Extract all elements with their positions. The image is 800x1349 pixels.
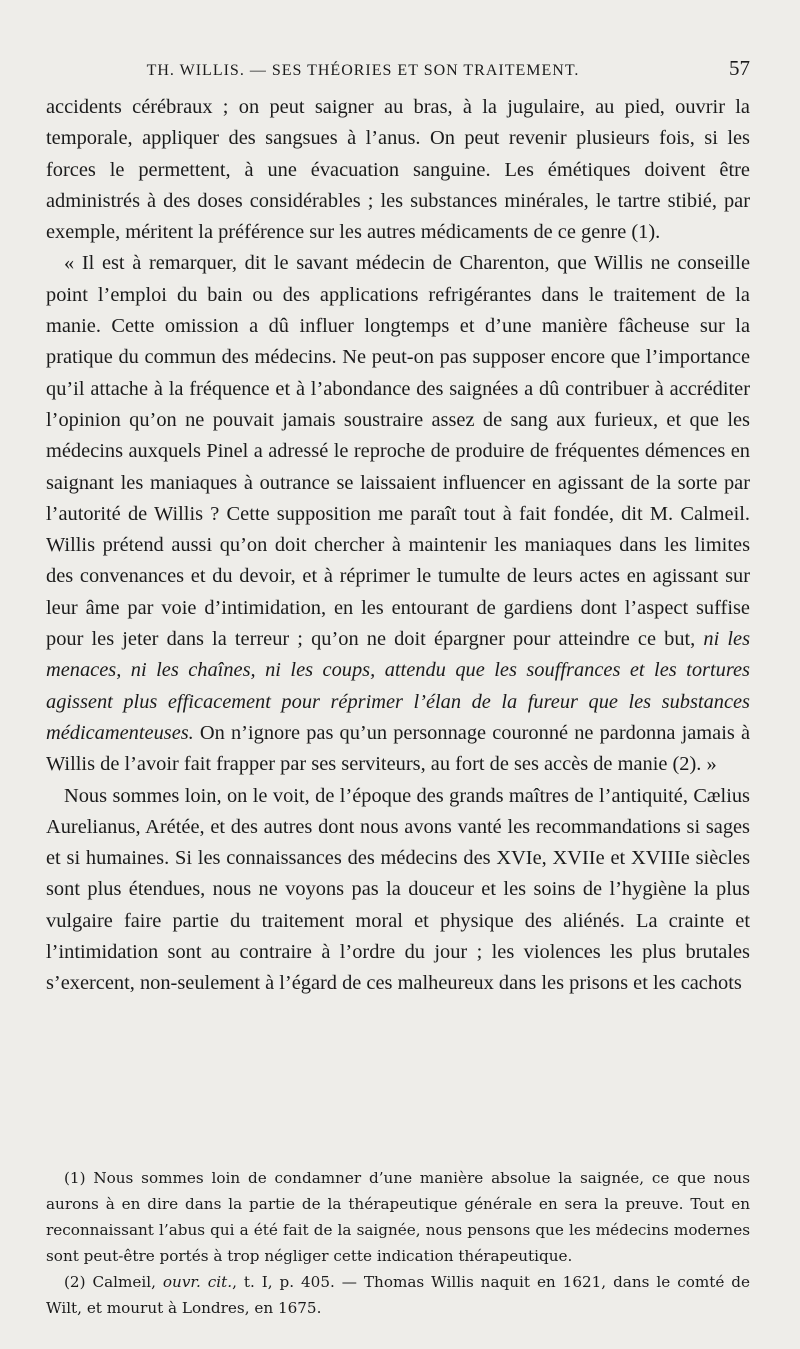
paragraph-2-italic-quote: ni les menaces, ni les chaînes, ni les coups, attendu que les souffrances et les tortures agissent plus efficacement pour réprimer l’élan de la fureur que les substances médicamenteuses. <box>46 628 751 744</box>
paragraph-3: Nous sommes loin, on le voit, de l’époque des grands maîtres de l’antiquité, Cælius Aurelianus, Arétée, et des autres dont nous avons vanté les recommandations si sages et si humaines. Si les connaissances des médecins des XVIe, XVIIe et XVIIIe siècles sont plus étendues, nous ne voyons pas la douceur et les soins de l’hygiène la plus vulgaire faire partie du traitement moral et physique des aliénés. La crainte et l’intimidation sont au contraire à l’ordre du jour ; les violences les plus brutales s’exercent, non-seulement à l’égard de ces malheureux dans les prisons et les cachots <box>46 784 750 995</box>
paragraph-2 <box>46 248 750 780</box>
paragraph-1: accidents cérébraux ; on peut saigner au bras, à la jugulaire, au pied, ouvrir la temporale, appliquer des sangsues à l’anus. On peut revenir plusieurs fois, si les forces le permettent, à une évacuation sanguine. Les émétiques doivent être administrés à des doses considérables ; les substances minérales, le tartre stibié, par exemple, méritent la préférence sur les autres médicaments de ce genre (1). <box>46 96 750 244</box>
page-header <box>46 56 750 86</box>
footnote-2-start: (2) Calmeil, <box>64 1273 163 1291</box>
main-text <box>46 92 750 1000</box>
paragraph-2-start: « Il est à remarquer, dit le savant médecin de Charenton, que Willis ne conseille point l’emploi du bain ou des applications refrigérantes dans le traitement de la manie. Cette omission a dû influer longtemps et d’une manière fâcheuse sur la pratique du commun des médecins. Ne peut-on pas supposer encore que l’importance qu’il attache à la fréquence et à l’abondance des saignées a dû contribuer à accréditer l’opinion qu’on ne pouvait jamais soustraire assez de sang aux furieux, et que les médecins auxquels Pinel a adressé le reproche de produire de fréquentes démences en saignant les maniaques à outrance se laissaient influencer en agissant de la sorte par l’autorité de Willis ? Cette supposition me paraît tout à fait fondée, dit M. Calmeil. Willis prétend aussi qu’on doit chercher à maintenir les maniaques dans les limites des convenances et du devoir, et à réprimer le tumulte de leurs actes en agissant sur leur âme par voie d’intimidation, en les entourant de gardiens dont l’aspect suffise pour les jeter dans la terreur ; qu’on ne doit épargner pour atteindre ce but, <box>46 252 750 651</box>
footnote-2-italic: ouvr. cit. <box>162 1273 233 1291</box>
footnote-2-end: , t. I, p. 405. — Thomas Willis naquit en 1621, dans le comté de Wilt, et mourut à Londres, en 1675. <box>46 1273 750 1317</box>
footnote-2 <box>46 1269 750 1321</box>
footnote-1: (1) Nous sommes loin de condamner d’une manière absolue la saignée, ce que nous aurons à en dire dans la partie de la thérapeutique générale en sera la preuve. Tout en reconnaissant l’abus qui a été fait de la saignée, nous pensons que les médecins modernes sont peut-être portés à trop négliger cette indication thérapeutique. <box>46 1169 750 1265</box>
page-number: 57 <box>729 56 750 80</box>
running-title: TH. WILLIS. — SES THÉORIES ET SON TRAITEMENT. <box>146 62 580 79</box>
footnotes <box>46 1165 750 1321</box>
paragraph-2-end: On n’ignore pas qu’un personnage couronné ne pardonna jamais à Willis de l’avoir fait frapper par ses serviteurs, au fort de ses accès de manie (2). » <box>46 721 750 776</box>
